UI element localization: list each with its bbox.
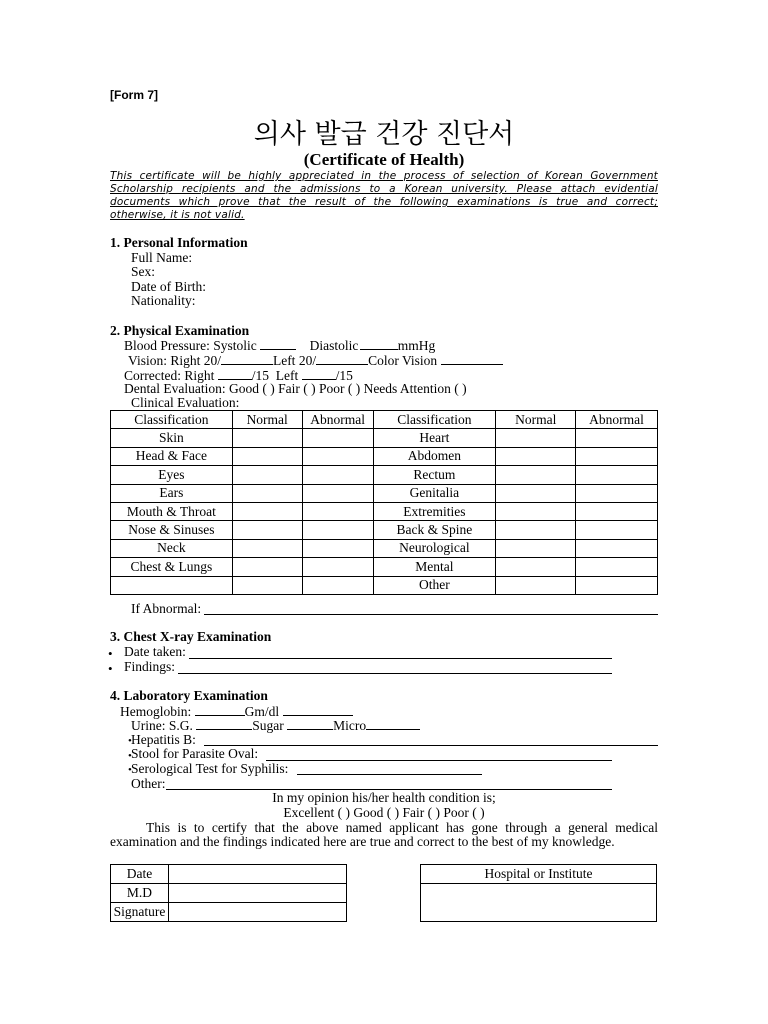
serological-field[interactable] [297, 774, 482, 775]
color-vision-field[interactable] [441, 352, 503, 365]
section-physical-heading: 2. Physical Examination [110, 323, 250, 338]
table-row [111, 429, 658, 447]
normal-checkbox-cell[interactable] [232, 576, 302, 594]
title-korean: 의사 발급 건강 진단서 [253, 119, 515, 150]
systolic-field[interactable] [260, 337, 296, 350]
table-row [111, 903, 347, 922]
sugar-label: Sugar [252, 718, 284, 733]
other-label: Other: [131, 776, 166, 791]
abnormal-checkbox-cell[interactable] [576, 558, 658, 576]
bullet-icon: • [128, 735, 132, 747]
certification-line-2: examination and the findings indicated here are true and correct to the best of my knowledge. [110, 834, 615, 849]
table-row [111, 466, 658, 484]
classification-cell: Neck [111, 539, 233, 557]
classification-cell [111, 576, 233, 594]
bullet-icon: • [108, 661, 113, 676]
table-row [111, 502, 658, 520]
color-vision-label: Color Vision [368, 353, 438, 368]
abnormal-checkbox-cell[interactable] [576, 521, 658, 539]
dental-evaluation: Dental Evaluation: Good ( ) Fair ( ) Poor ( ) Needs Attention ( ) [124, 381, 467, 396]
table-header-row [111, 411, 658, 429]
abnormal-checkbox-cell[interactable] [576, 502, 658, 520]
abnormal-checkbox-cell[interactable] [302, 521, 373, 539]
classification-cell: Head & Face [111, 447, 233, 465]
notice-line-4: otherwise, it is not valid. [110, 209, 245, 221]
abnormal-checkbox-cell[interactable] [302, 558, 373, 576]
classification-cell: Rectum [373, 466, 496, 484]
abnormal-checkbox-cell[interactable] [302, 502, 373, 520]
urine-sg-field[interactable] [196, 717, 252, 730]
clinical-evaluation-table [110, 410, 658, 595]
bullet-icon: • [108, 646, 113, 661]
abnormal-checkbox-cell[interactable] [302, 447, 373, 465]
bullet-icon: • [128, 750, 132, 762]
micro-field[interactable] [366, 717, 420, 730]
date-taken-label: Date taken: [124, 644, 186, 659]
notice-line-1: This certificate will be highly appreciated in the process of selection of Korean Government [110, 170, 658, 182]
abnormal-checkbox-cell[interactable] [576, 466, 658, 484]
abnormal-checkbox-cell[interactable] [302, 539, 373, 557]
header-abnormal: Abnormal [576, 411, 658, 429]
mmhg-label: mmHg [397, 338, 436, 353]
corrected-right-label: Corrected: Right [124, 368, 215, 383]
section-xray-heading: 3. Chest X-ray Examination [110, 629, 272, 644]
corrected-left-field[interactable] [302, 367, 336, 380]
classification-cell: Eyes [111, 466, 233, 484]
corrected-right-field[interactable] [218, 367, 252, 380]
classification-cell: Other [373, 576, 496, 594]
header-classification: Classification [373, 411, 496, 429]
signature-label: Signature [111, 903, 169, 922]
hemoglobin-extra-field[interactable] [283, 703, 353, 716]
if-abnormal-field[interactable] [204, 614, 658, 615]
findings-label: Findings: [124, 659, 176, 674]
classification-cell: Extremities [373, 502, 496, 520]
micro-label: Micro [333, 718, 367, 733]
findings-field[interactable] [178, 673, 612, 674]
hemoglobin-label: Hemoglobin: [120, 704, 192, 719]
date-taken-field[interactable] [189, 658, 612, 659]
diastolic-field[interactable] [360, 337, 398, 350]
corrected-left-label: Left [275, 368, 299, 383]
normal-checkbox-cell[interactable] [496, 576, 576, 594]
classification-cell: Ears [111, 484, 233, 502]
normal-checkbox-cell[interactable] [232, 521, 302, 539]
abnormal-checkbox-cell[interactable] [302, 576, 373, 594]
hospital-box [420, 864, 657, 922]
opinion-statement: In my opinion his/her health condition is; [272, 790, 496, 805]
health-condition-options[interactable]: Excellent ( ) Good ( ) Fair ( ) Poor ( ) [283, 805, 485, 820]
hepatitis-field[interactable] [204, 745, 658, 746]
normal-checkbox-cell[interactable] [232, 484, 302, 502]
abnormal-checkbox-cell[interactable] [576, 484, 658, 502]
clinical-evaluation-label: Clinical Evaluation: [131, 395, 240, 410]
date-field[interactable] [169, 865, 347, 884]
normal-checkbox-cell[interactable] [232, 539, 302, 557]
table-row [111, 884, 347, 903]
normal-checkbox-cell[interactable] [496, 558, 576, 576]
nationality-label: Nationality: [131, 293, 196, 308]
normal-checkbox-cell[interactable] [496, 484, 576, 502]
normal-checkbox-cell[interactable] [496, 502, 576, 520]
hospital-field[interactable] [421, 884, 656, 922]
classification-cell: Back & Spine [373, 521, 496, 539]
urine-sg-label: Urine: S.G. [131, 718, 193, 733]
header-normal: Normal [496, 411, 576, 429]
hemoglobin-field[interactable] [195, 703, 245, 716]
vision-left-label: Left 20/ [272, 353, 317, 368]
normal-checkbox-cell[interactable] [496, 521, 576, 539]
signature-table [110, 864, 347, 922]
classification-cell: Mouth & Throat [111, 502, 233, 520]
section-personal-heading: 1. Personal Information [110, 235, 248, 250]
header-abnormal: Abnormal [302, 411, 373, 429]
stool-field[interactable] [266, 760, 612, 761]
serological-label: Serological Test for Syphilis: [131, 761, 289, 776]
vision-right-label: Vision: Right 20/ [128, 353, 221, 368]
stool-label: Stool for Parasite Oval: [131, 746, 259, 761]
diastolic-label: Diastolic [309, 338, 359, 353]
classification-cell: Abdomen [373, 447, 496, 465]
bullet-icon: • [128, 764, 132, 776]
full-name-label: Full Name: [131, 250, 193, 265]
notice-line-2: Scholarship recipients and the admissions to a Korean university. Please attach evidential [110, 183, 658, 195]
normal-checkbox-cell[interactable] [496, 429, 576, 447]
table-row [111, 558, 658, 576]
form-number: [Form 7] [110, 88, 158, 102]
normal-checkbox-cell[interactable] [496, 466, 576, 484]
header-normal: Normal [232, 411, 302, 429]
sugar-field[interactable] [287, 717, 333, 730]
abnormal-checkbox-cell[interactable] [302, 466, 373, 484]
title-english: (Certificate of Health) [303, 150, 465, 169]
section-lab-heading: 4. Laboratory Examination [110, 688, 268, 703]
table-row [111, 539, 658, 557]
classification-cell: Chest & Lungs [111, 558, 233, 576]
classification-cell: Neurological [373, 539, 496, 557]
vision-left-field[interactable] [316, 352, 368, 365]
normal-checkbox-cell[interactable] [232, 429, 302, 447]
if-abnormal-label: If Abnormal: [131, 601, 202, 616]
classification-cell: Mental [373, 558, 496, 576]
normal-checkbox-cell[interactable] [496, 539, 576, 557]
corrected-left-denominator: /15 [335, 368, 353, 383]
table-row [111, 447, 658, 465]
corrected-right-denominator: /15 [251, 368, 269, 383]
normal-checkbox-cell[interactable] [232, 466, 302, 484]
table-row [111, 576, 658, 594]
date-label: Date [111, 865, 169, 884]
dob-label: Date of Birth: [131, 279, 206, 294]
table-row [111, 865, 347, 884]
table-row [111, 521, 658, 539]
notice-paragraph [110, 170, 658, 222]
abnormal-checkbox-cell[interactable] [302, 429, 373, 447]
gmdl-label: Gm/dl [244, 704, 280, 719]
classification-cell: Skin [111, 429, 233, 447]
classification-cell: Heart [373, 429, 496, 447]
hepatitis-label: Hepatitis B: [131, 732, 196, 747]
abnormal-checkbox-cell[interactable] [576, 539, 658, 557]
certification-line-1: This is to certify that the above named applicant has gone through a general medical [146, 820, 658, 835]
sex-label: Sex: [131, 264, 156, 279]
hospital-label: Hospital or Institute [421, 865, 656, 884]
normal-checkbox-cell[interactable] [232, 558, 302, 576]
md-label: M.D [111, 884, 169, 903]
classification-cell: Nose & Sinuses [111, 521, 233, 539]
systolic-label: Blood Pressure: Systolic [124, 338, 257, 353]
table-row [111, 484, 658, 502]
header-classification: Classification [111, 411, 233, 429]
abnormal-checkbox-cell[interactable] [302, 484, 373, 502]
md-field[interactable] [169, 884, 347, 903]
normal-checkbox-cell[interactable] [496, 447, 576, 465]
vision-right-field[interactable] [221, 352, 273, 365]
abnormal-checkbox-cell[interactable] [576, 447, 658, 465]
normal-checkbox-cell[interactable] [232, 447, 302, 465]
notice-line-3: documents which prove that the result of the following examinations is true and correct; [110, 196, 658, 208]
signature-field[interactable] [169, 903, 347, 922]
normal-checkbox-cell[interactable] [232, 502, 302, 520]
abnormal-checkbox-cell[interactable] [576, 576, 658, 594]
classification-cell: Genitalia [373, 484, 496, 502]
abnormal-checkbox-cell[interactable] [576, 429, 658, 447]
